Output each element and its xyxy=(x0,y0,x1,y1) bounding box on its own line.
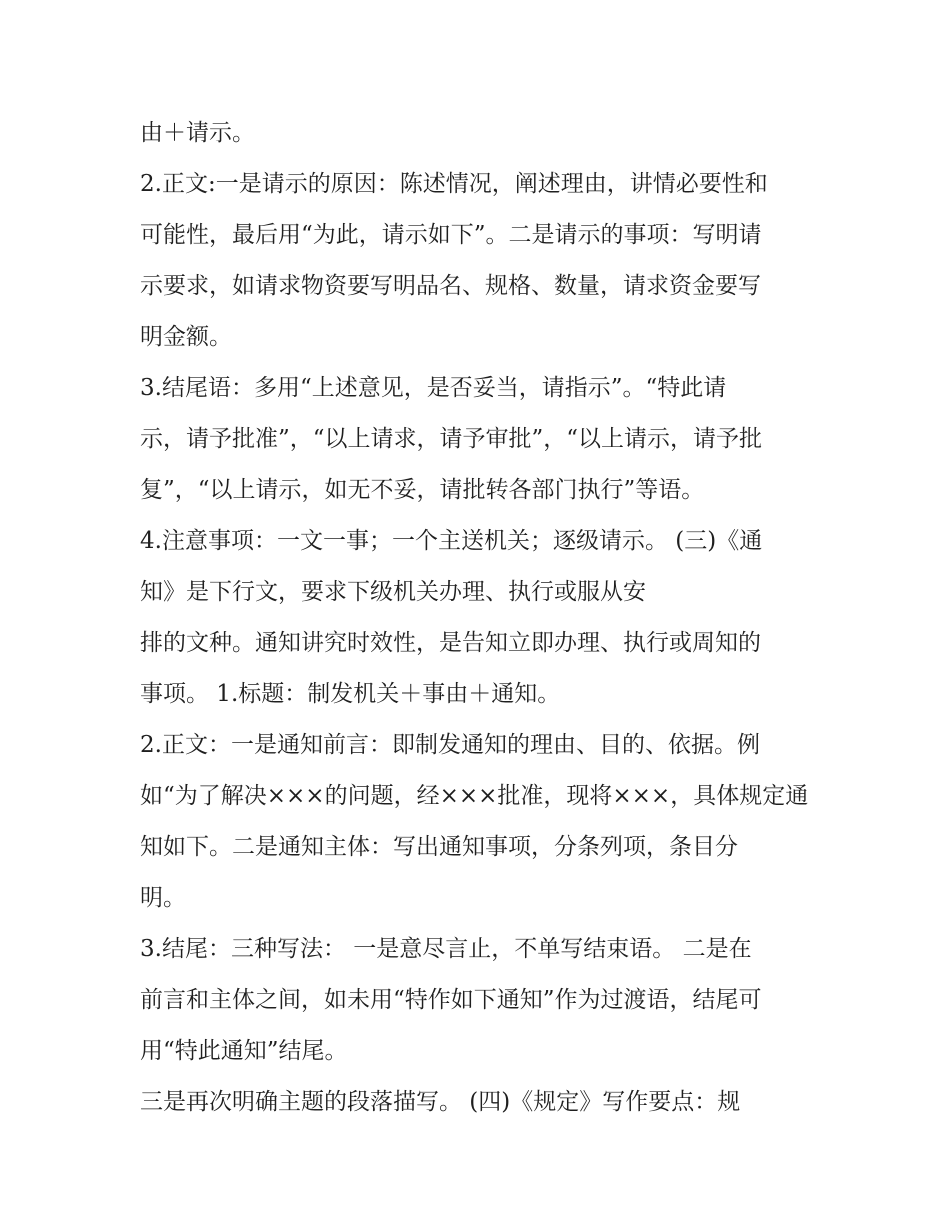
text-line: 3.结尾：三种写法： 一是意尽言止，不单写结束语。 二是在 xyxy=(140,936,752,962)
text-line: 2.正文：一是通知前言：即制发通知的理由、目的、依据。例 xyxy=(140,732,760,758)
text-line: 知》是下行文，要求下级机关办理、执行或服从安 xyxy=(140,579,646,605)
text-line: 3.结尾语：多用“上述意见，是否妥当，请指示”。“特此请 xyxy=(140,375,727,401)
text-line: 由＋请示。 xyxy=(140,120,255,146)
text-line: 明金额。 xyxy=(140,324,232,350)
text-line: 如“为了解决×××的问题，经×××批准，现将×××，具体规定通 xyxy=(140,783,809,809)
text-line: 示要求，如请求物资要写明品名、规格、数量，请求资金要写 xyxy=(140,273,761,299)
text-line: 2.正文:一是请示的原因：陈述情况，阐述理由，讲情必要性和 xyxy=(140,171,768,197)
text-line: 排的文种。通知讲究时效性，是告知立即办理、执行或周知的 xyxy=(140,630,761,656)
text-line: 用“特此通知”结尾。 xyxy=(140,1038,348,1064)
text-line: 前言和主体之间，如未用“特作如下通知”作为过渡语，结尾可 xyxy=(140,987,762,1013)
text-line: 知如下。二是通知主体：写出通知事项，分条列项，条目分 xyxy=(140,834,738,860)
text-line: 可能性，最后用“为此，请示如下”。二是请示的事项：写明请 xyxy=(140,222,762,248)
text-line: 三是再次明确主题的段落描写。 (四)《规定》写作要点：规 xyxy=(140,1089,741,1115)
text-line: 复”，“以上请示，如无不妥，请批转各部门执行”等语。 xyxy=(140,477,705,503)
text-line: 事项。 1.标题：制发机关＋事由＋通知。 xyxy=(140,681,561,707)
text-line: 4.注意事项：一文一事；一个主送机关；逐级请示。 (三)《通 xyxy=(140,528,763,554)
document-body xyxy=(140,108,820,1128)
text-line: 示，请予批准”，“以上请求，请予审批”，“以上请示，请予批 xyxy=(140,426,763,452)
text-line: 明。 xyxy=(140,885,186,911)
